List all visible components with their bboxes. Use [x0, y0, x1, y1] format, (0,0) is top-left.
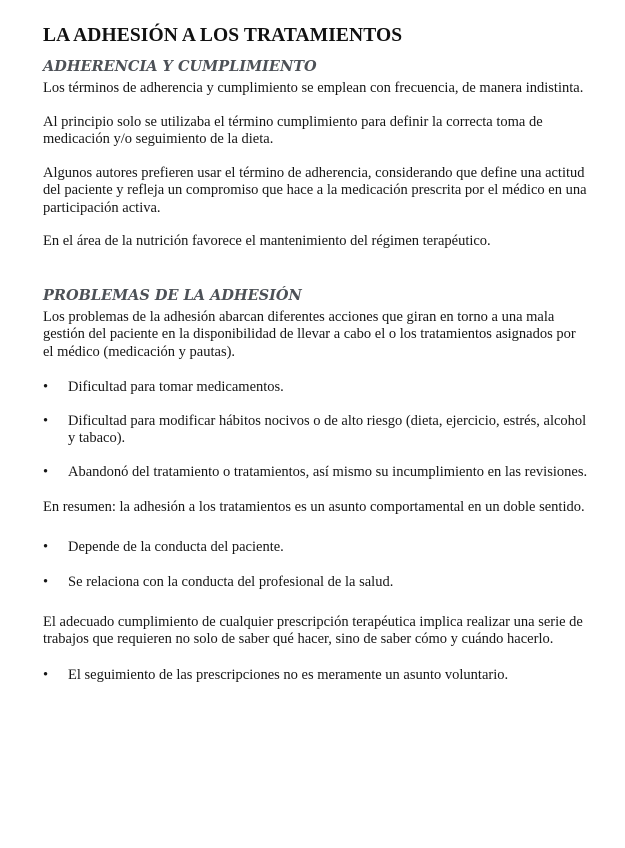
list-item-text: Abandonó del tratamiento o tratamientos, así mismo su incumplimiento en las revisiones.: [68, 463, 588, 480]
list-item: [43, 539, 588, 557]
paragraph-resumen: En resumen: la adhesión a los tratamientos es un asunto comportamental en un doble sentido.: [43, 499, 585, 515]
bullet-icon: •: [43, 574, 49, 590]
bullet-list-dificultades: [43, 379, 588, 481]
bullet-list-seguimiento: [43, 667, 588, 685]
bullet-icon: •: [43, 538, 49, 555]
list-item: [43, 413, 588, 448]
section-heading-adherencia: ADHERENCIA Y CUMPLIMIENTO: [43, 58, 317, 75]
list-item-text: Dificultad para tomar medicamentos.: [68, 379, 284, 395]
paragraph-terminos: Los términos de adherencia y cumplimiento se emplean con frecuencia, de manera indistinta.: [43, 80, 584, 96]
document-page: [43, 24, 588, 684]
bullet-list-conducta: [43, 539, 588, 592]
bullet-icon: •: [43, 379, 49, 395]
list-item: [43, 574, 588, 592]
document-title: LA ADHESIÓN A LOS TRATAMIENTOS: [43, 25, 403, 46]
list-item-text: Dificultad para modificar hábitos nocivos o de alto riesgo (dieta, ejercicio, estrés, alcohol y tabaco).: [68, 412, 587, 446]
list-item-text: El seguimiento de las prescripciones no es meramente un asunto voluntario.: [68, 666, 509, 683]
paragraph-problemas-intro: Los problemas de la adhesión abarcan diferentes acciones que giran en torno a una mala gestión del paciente en la disponibilidad de llevar a cabo el o los tratamientos asignados por el médico (medicación y pautas).: [43, 308, 576, 360]
paragraph-cumplimiento: El adecuado cumplimiento de cualquier prescripción terapéutica implica realizar una serie de trabajos que requieren no solo de saber qué hacer, sino de saber cómo y cuándo hacerlo.: [43, 613, 583, 647]
list-item: [43, 667, 588, 685]
list-item-text: Depende de la conducta del paciente.: [68, 538, 284, 555]
paragraph-autores: Algunos autores prefieren usar el término de adherencia, considerando que define una actitud del paciente y refleja un compromiso que hace a la medicación prescrita por el médico en una participación activa.: [43, 164, 587, 216]
list-item: [43, 379, 588, 397]
section-heading-problemas: PROBLEMAS DE LA ADHESIÓN: [43, 286, 302, 304]
paragraph-nutricion: En el área de la nutrición favorece el mantenimiento del régimen terapéutico.: [43, 233, 491, 249]
bullet-icon: •: [43, 666, 49, 683]
list-item: [43, 464, 588, 482]
bullet-icon: •: [43, 463, 49, 480]
paragraph-principio: Al principio solo se utilizaba el término cumplimiento para definir la correcta toma de medicación y/o seguimiento de la dieta.: [43, 113, 543, 147]
list-item-text: Se relaciona con la conducta del profesional de la salud.: [68, 574, 394, 590]
bullet-icon: •: [43, 412, 49, 429]
